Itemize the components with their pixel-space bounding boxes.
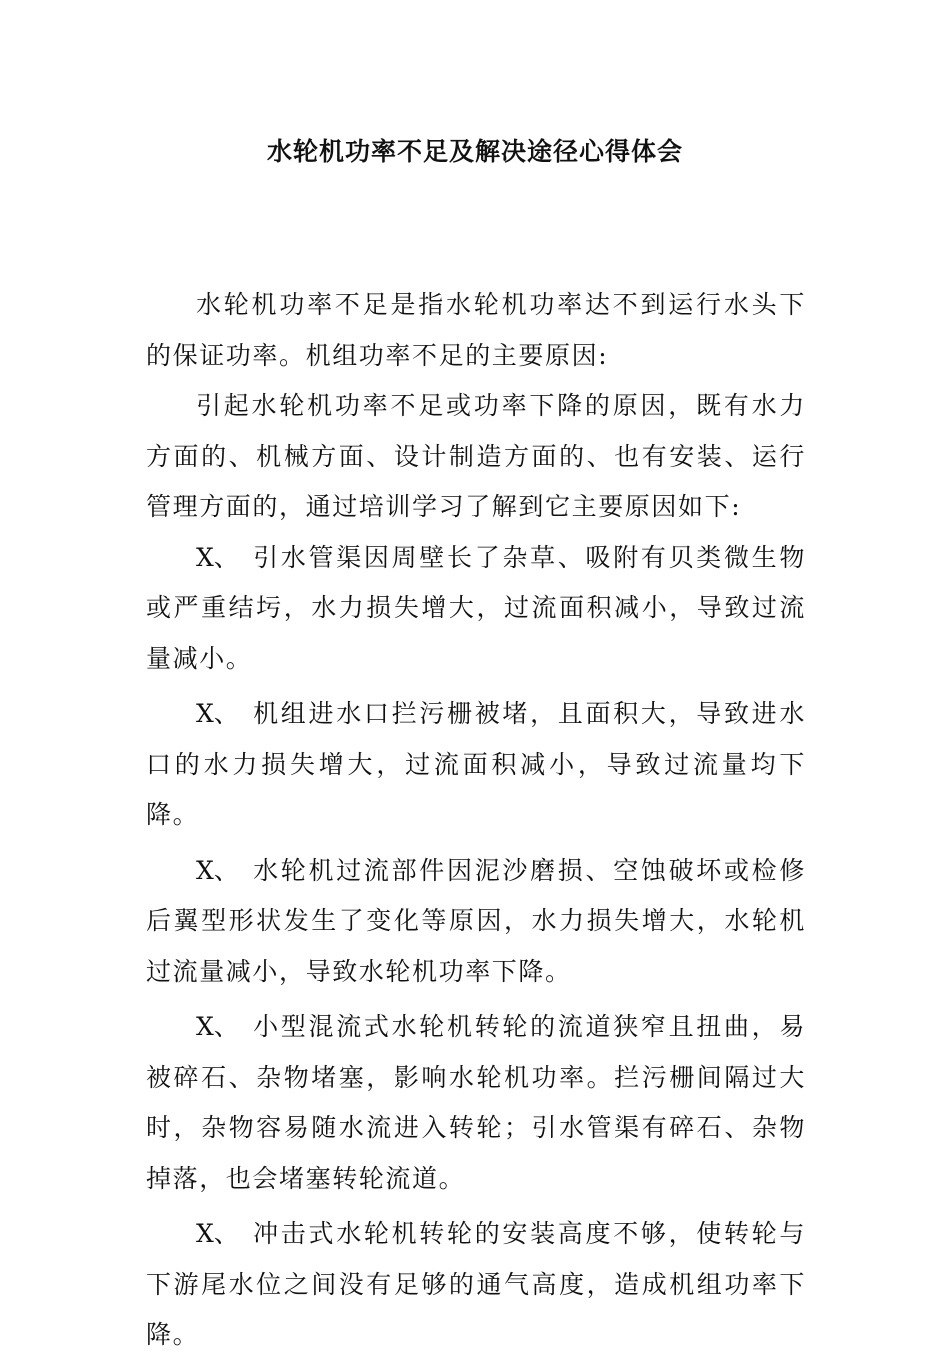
paragraph-text: 水轮机过流部件因泥沙磨损、空蚀破坏或检修后翼型形状发生了变化等原因，水力损失增大，水轮机过流量减小，导致水轮机功率下降。 bbox=[146, 855, 806, 986]
paragraph-text: 水轮机功率不足是指水轮机功率达不到运行水头下的保证功率。机组功率不足的主要原因: bbox=[146, 290, 806, 370]
list-marker: X、 bbox=[196, 699, 239, 728]
paragraph-causes-intro bbox=[146, 381, 806, 533]
paragraph-cause-item bbox=[146, 689, 806, 841]
paragraph-cause-item bbox=[146, 1209, 806, 1361]
document-title: 水轮机功率不足及解决途径心得体会 bbox=[266, 137, 683, 166]
list-marker: X、 bbox=[196, 1012, 239, 1041]
paragraph-cause-item bbox=[146, 1002, 806, 1204]
document-body bbox=[146, 280, 806, 1361]
paragraph-text: 小型混流式水轮机转轮的流道狭窄且扭曲，易被碎石、杂物堵塞，影响水轮机功率。拦污栅间隔过大时，杂物容易随水流进入转轮；引水管渠有碎石、杂物掉落，也会堵塞转轮流道。 bbox=[146, 1012, 806, 1193]
paragraph-text: 引起水轮机功率不足或功率下降的原因，既有水力方面的、机械方面、设计制造方面的、也有安装、运行管理方面的，通过培训学习了解到它主要原因如下: bbox=[146, 391, 806, 521]
paragraph-text: 机组进水口拦污栅被堵，且面积大，导致进水口的水力损失增大，过流面积减小，导致过流量均下降。 bbox=[146, 699, 806, 829]
paragraph-text: 冲击式水轮机转轮的安装高度不够，使转轮与下游尾水位之间没有足够的通气高度，造成机组功率下降。 bbox=[146, 1219, 806, 1349]
list-marker: X、 bbox=[196, 542, 239, 572]
paragraph-definition bbox=[146, 280, 806, 381]
list-marker: X、 bbox=[196, 1219, 239, 1248]
paragraph-cause-item bbox=[146, 846, 806, 998]
paragraph-text: 引水管渠因周壁长了杂草、吸附有贝类微生物或严重结圬，水力损失增大，过流面积减小，导致过流量减小。 bbox=[146, 542, 806, 673]
list-marker: X、 bbox=[196, 855, 239, 885]
paragraph-cause-item bbox=[146, 533, 806, 685]
